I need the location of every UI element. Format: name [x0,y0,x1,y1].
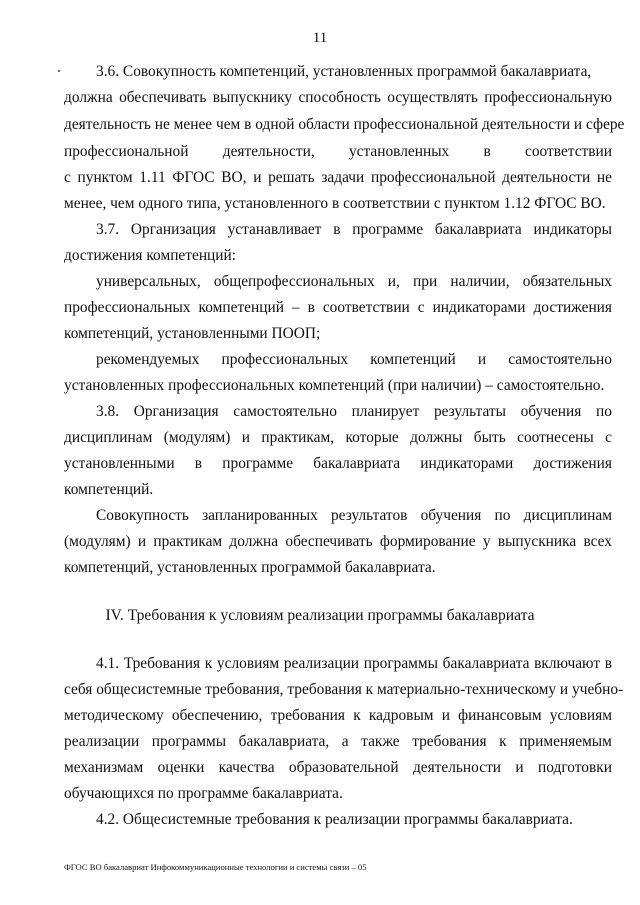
spread-words [96,221,612,239]
word: в [194,455,203,472]
word: обязательных [522,273,612,290]
paragraph-3-8-line-3 [64,455,612,473]
word: программы [151,733,227,750]
word: результатов [330,507,408,524]
word: запланированных [202,507,318,524]
word: бакалавриата, [238,733,330,750]
word: соответствии [525,143,612,160]
paragraph-3-6-line-1: 3.6. Совокупность компетенций, установленных программой бакалавриата, [96,63,592,80]
spread-words [64,455,612,473]
word: программе [352,221,424,238]
word: и [477,351,487,368]
footer-text: ФГОС ВО бакалавриат Инфокоммуникационные технологии и системы связи – 05 [64,862,367,872]
spread-words [96,351,612,369]
spread-words [64,429,612,447]
spread-words [64,733,612,751]
word: наличии, [450,273,510,290]
word: реализации [64,733,140,750]
word: с [605,429,612,446]
word: по [595,403,612,420]
word: программе [222,455,294,472]
paragraph-4-2-line-1: 4.2. Общесистемные требования к реализации программы бакалавриата. [96,811,573,828]
word: требования [412,733,487,750]
word: установленными [64,455,175,472]
paragraph-3-7-line-1 [96,221,612,239]
spread-words [96,273,612,291]
word: самостоятельно [233,403,337,420]
word: достижения [533,455,612,472]
word: к [499,733,507,750]
paragraph-4-1-line-4 [64,733,612,751]
word: 3.8. [96,403,120,420]
paragraph-3-7-line-2: достижения компетенций: [64,247,237,264]
paragraph-results-line-3: компетенций, установленных программой бакалавриата. [64,559,436,576]
scan-speck [58,70,60,72]
word: установленных [348,143,450,160]
word: планирует [351,403,420,420]
word: которые [345,429,399,446]
paragraph-4-1-line-3: методическому обеспечению, требования к кадровым и финансовым условиям [64,707,612,724]
list-item-1-line-2: профессиональных компетенций – в соответствии с индикаторами достижения [64,299,612,316]
word: быть [473,429,506,446]
word: механизмам [64,759,144,776]
word: устанавливает [227,221,322,238]
word: Совокупность [96,507,189,524]
word: индикаторы [533,221,612,238]
spread-words [64,759,612,777]
word: и [241,429,250,446]
word: индикаторами [420,455,514,472]
paragraph-4-1-line-2: себя общесистемные требования, требования к материально-техническому и учебно- [64,681,624,698]
spread-words [64,143,612,161]
word: и [515,759,524,776]
word: Организация [130,221,216,238]
paragraph-4-1-line-5 [64,759,612,777]
word: в [333,221,341,238]
word: также [361,733,400,750]
word: деятельности, [222,143,315,160]
spread-words [96,507,612,525]
word: в [483,143,491,160]
paragraph-3-8-line-4: компетенций. [64,481,154,498]
word: подготовки [538,759,612,776]
word: при [413,273,438,290]
word: деятельности [412,759,502,776]
word: бакалавриата [313,455,401,472]
word: общепрофессиональных [213,273,375,290]
paragraph-3-6-line-5: с пунктом 1.11 ФГОС ВО, и решать задачи профессиональной деятельности не [64,169,612,186]
word: и, [387,273,400,290]
paragraph-3-6-line-6: менее, чем одного типа, установленного в соответствии с пунктом 1.12 ФГОС ВО. [64,195,606,212]
word: должны [410,429,463,446]
word: обучения [520,403,582,420]
list-item-2-line-2: установленных профессиональных компетенций (при наличии) – самостоятельно. [64,377,605,394]
paragraph-3-8-line-2 [64,429,612,447]
list-item-1-line-1 [96,273,612,291]
paragraph-3-6-line-4 [64,143,612,161]
word: (модулям) [163,429,231,446]
paragraph-3-8-line-1 [96,403,612,421]
word: компетенций [370,351,456,368]
word: а [341,733,349,750]
word: профессиональных [221,351,349,368]
word: по [494,507,511,524]
paragraph-4-1-line-1: 4.1. Требования к условиям реализации программы бакалавриата включают в [96,655,612,672]
paragraph-4-1-line-6: обучающихся по программе бакалавриата. [64,785,343,802]
paragraph-3-6-line-2: должна обеспечивать выпускнику способность осуществлять профессиональную [64,89,612,106]
list-item-1-line-3: компетенций, установленными ПООП; [64,325,321,342]
page-number: 11 [312,30,328,46]
word: рекомендуемых [96,351,200,368]
word: соотнесены [517,429,594,446]
word: дисциплинам [64,429,153,446]
word: результаты [433,403,506,420]
list-item-2-line-1 [96,351,612,369]
word: профессиональной [64,143,189,160]
word: практикам, [261,429,335,446]
word: универсальных, [96,273,201,290]
paragraph-3-6-line-3: деятельность не менее чем в одной области профессиональной деятельности и сфере [64,116,625,133]
spread-words [96,403,612,421]
word: 3.7. [96,221,120,238]
word: дисциплинам [523,507,612,524]
paragraph-results-line-2: (модулям) и практикам должна обеспечивать формирование у выпускника всех [64,533,612,550]
word: обучения [420,507,482,524]
word: Организация [133,403,219,420]
word: бакалавриата [434,221,522,238]
word: оценки [157,759,205,776]
word: применяемым [519,733,612,750]
word: качества [218,759,275,776]
word: самостоятельно [508,351,612,368]
word: образовательной [288,759,399,776]
section-heading: IV. Требования к условиям реализации программы бакалавриата [105,607,535,624]
paragraph-results-line-1 [96,507,612,525]
